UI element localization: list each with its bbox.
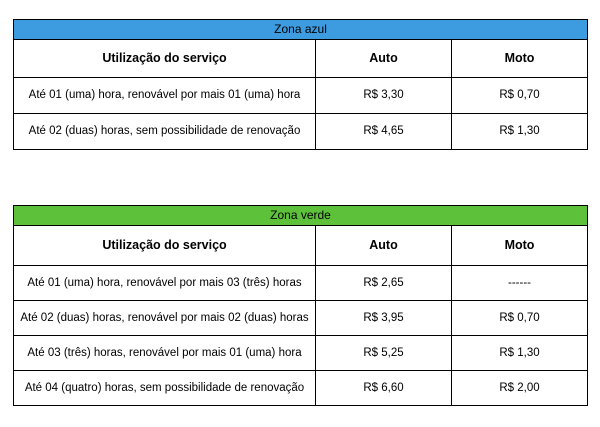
zona-azul-table bbox=[13, 19, 588, 150]
header-service: Utilização do serviço bbox=[14, 226, 316, 266]
service-cell: Até 02 (duas) horas, sem possibilidade de renovação bbox=[14, 114, 316, 150]
zona-verde-title: Zona verde bbox=[14, 206, 588, 226]
moto-price-cell: R$ 0,70 bbox=[452, 78, 588, 114]
table-row bbox=[14, 78, 588, 114]
auto-price-cell: R$ 3,95 bbox=[316, 301, 452, 336]
moto-price-cell: R$ 0,70 bbox=[452, 301, 588, 336]
service-cell: Até 01 (uma) hora, renovável por mais 03 (três) horas bbox=[14, 266, 316, 301]
header-moto: Moto bbox=[452, 226, 588, 266]
table-row bbox=[14, 114, 588, 150]
service-cell: Até 02 (duas) horas, renovável por mais 02 (duas) horas bbox=[14, 301, 316, 336]
moto-price-cell: R$ 2,00 bbox=[452, 371, 588, 406]
auto-price-cell: R$ 2,65 bbox=[316, 266, 452, 301]
table-row bbox=[14, 371, 588, 406]
table-row bbox=[14, 301, 588, 336]
service-cell: Até 01 (uma) hora, renovável por mais 01 (uma) hora bbox=[14, 78, 316, 114]
moto-price-cell: R$ 1,30 bbox=[452, 114, 588, 150]
header-auto: Auto bbox=[316, 226, 452, 266]
service-cell: Até 04 (quatro) horas, sem possibilidade de renovação bbox=[14, 371, 316, 406]
table-row bbox=[14, 266, 588, 301]
auto-price-cell: R$ 5,25 bbox=[316, 336, 452, 371]
moto-price-cell: R$ 1,30 bbox=[452, 336, 588, 371]
zona-verde-table bbox=[13, 205, 588, 406]
table-row bbox=[14, 336, 588, 371]
auto-price-cell: R$ 3,30 bbox=[316, 78, 452, 114]
moto-price-cell: ------ bbox=[452, 266, 588, 301]
service-cell: Até 03 (três) horas, renovável por mais 01 (uma) hora bbox=[14, 336, 316, 371]
zona-azul-title: Zona azul bbox=[14, 20, 588, 40]
header-moto: Moto bbox=[452, 40, 588, 78]
header-auto: Auto bbox=[316, 40, 452, 78]
auto-price-cell: R$ 6,60 bbox=[316, 371, 452, 406]
header-service: Utilização do serviço bbox=[14, 40, 316, 78]
auto-price-cell: R$ 4,65 bbox=[316, 114, 452, 150]
